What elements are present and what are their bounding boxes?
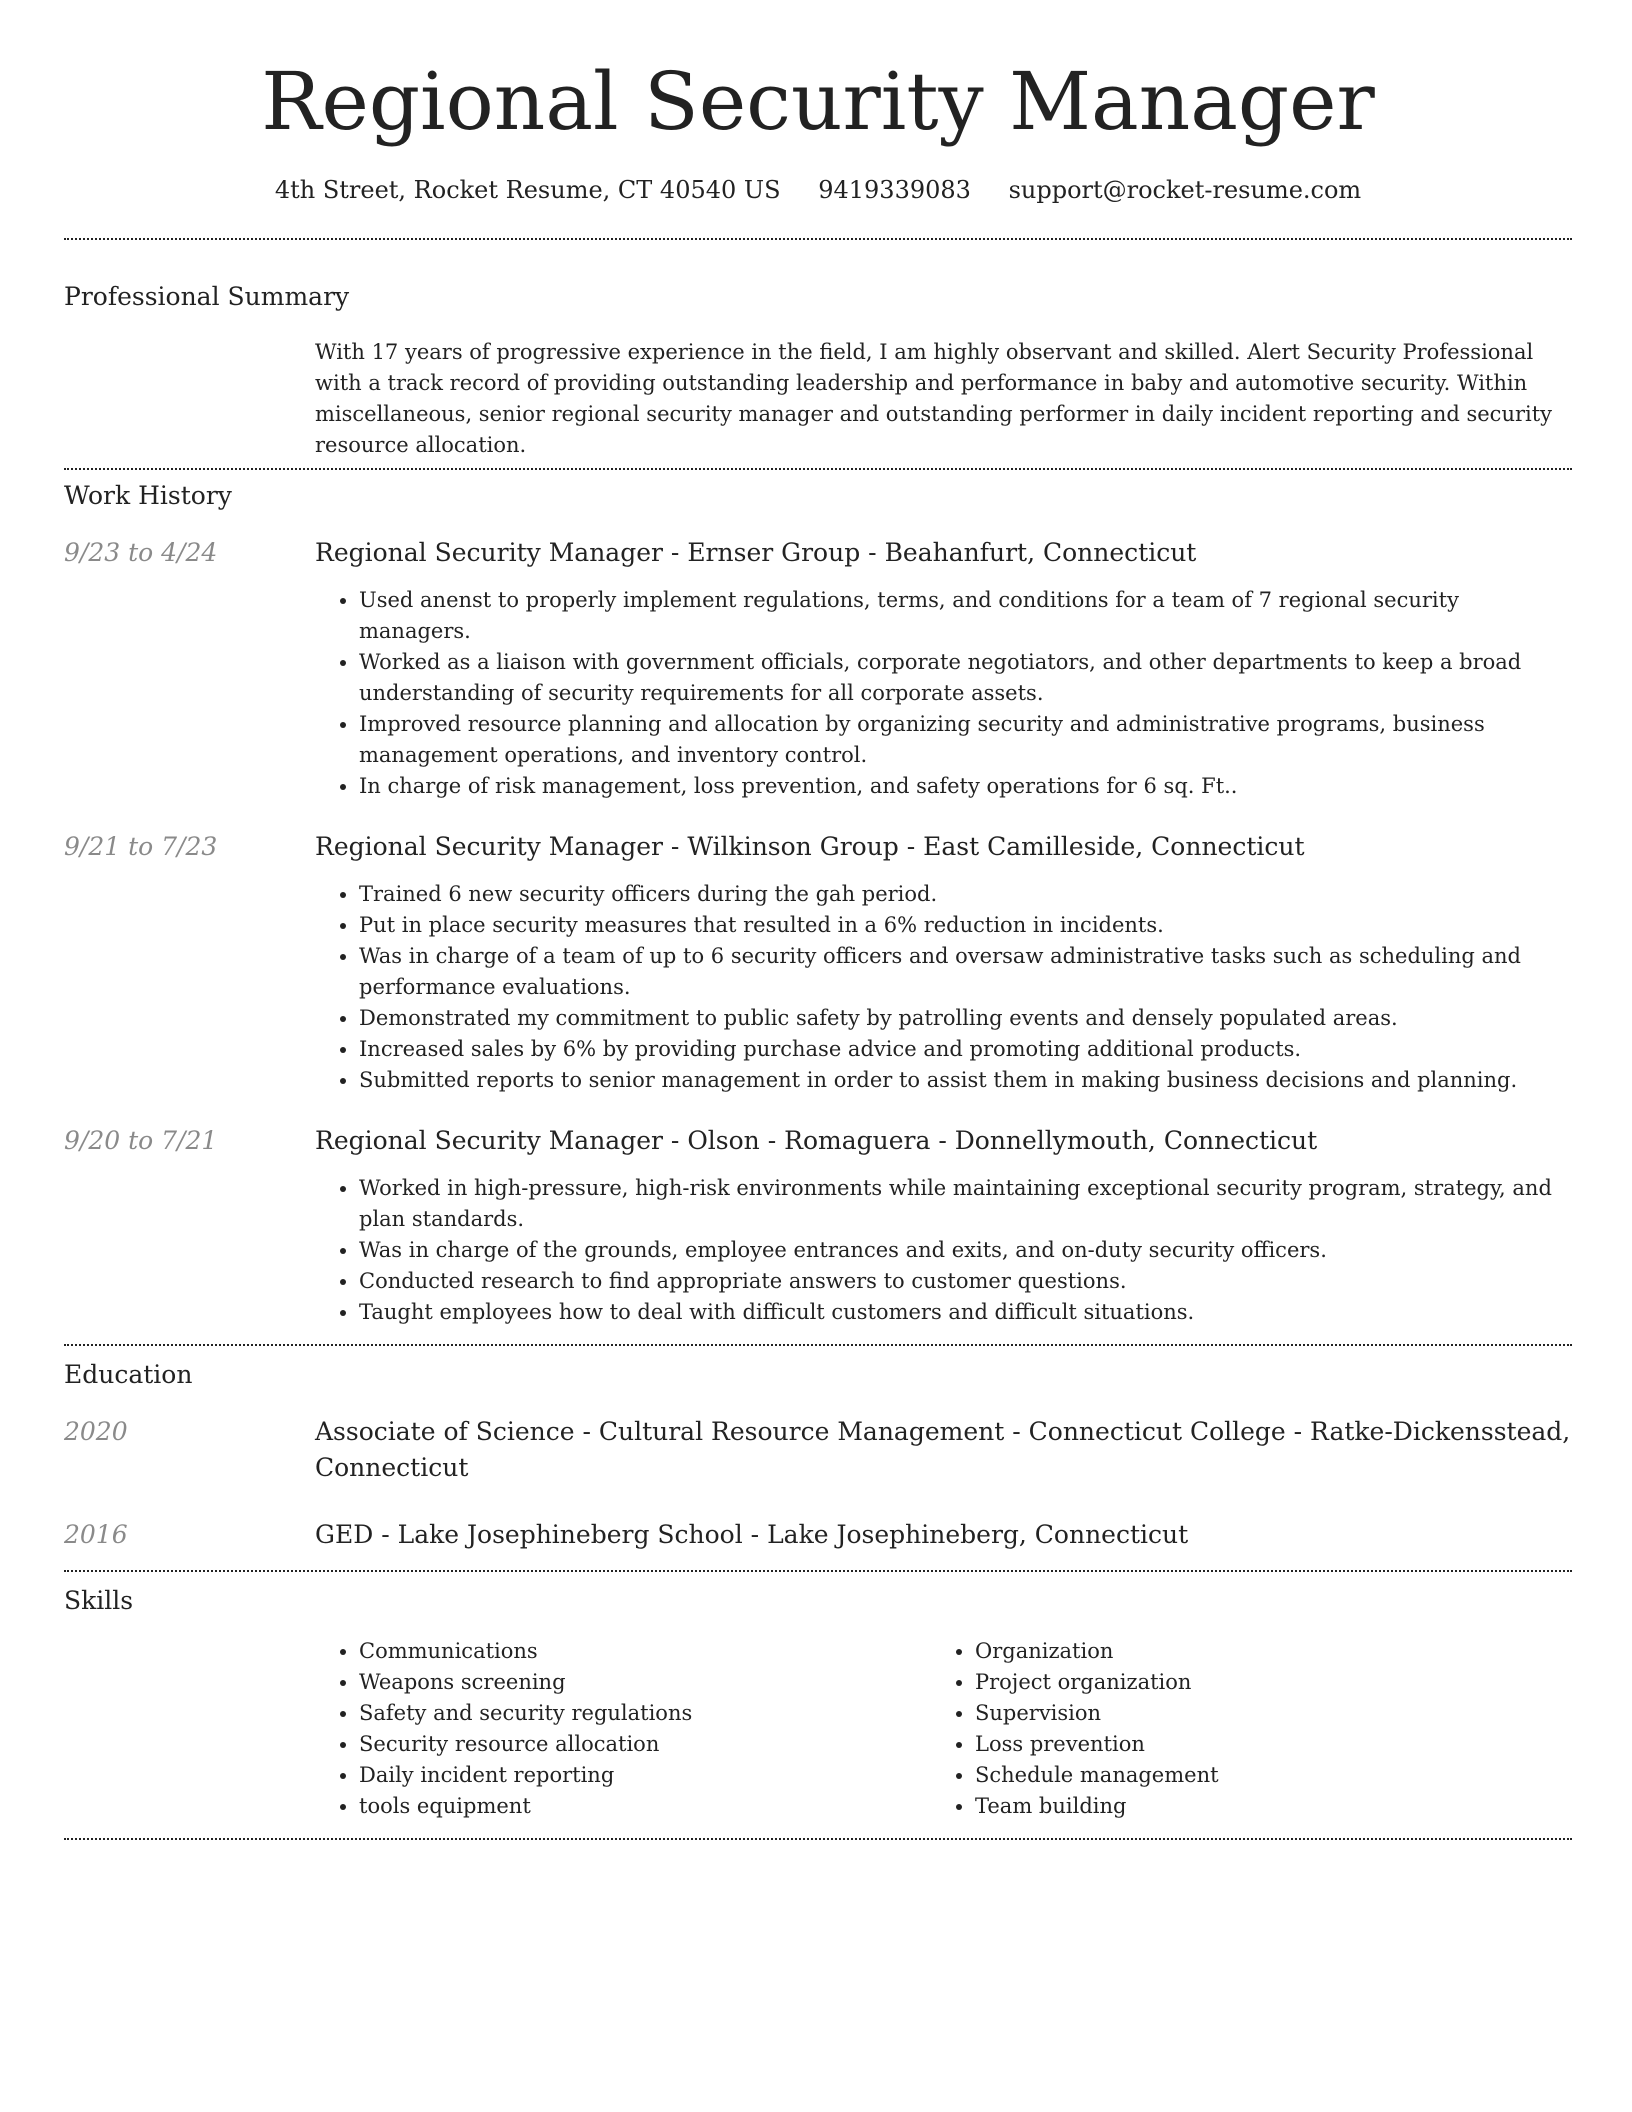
contact-line xyxy=(64,174,1572,206)
resume-title: Regional Security Manager xyxy=(261,55,1375,148)
job-bullets xyxy=(315,585,1572,802)
education-year: 2016 xyxy=(64,1520,128,1549)
list-item: • Worked as a liaison with government officials, corporate negotiators, and other departments to keep a broad understanding of security requirements for all corporate assets. xyxy=(359,647,1572,709)
job-entry xyxy=(64,535,1572,802)
list-item: • Increased sales by 6% by providing purchase advice and promoting additional products. xyxy=(359,1034,1572,1065)
skill-item: • Weapons screening xyxy=(359,1667,931,1698)
list-item: • Put in place security measures that resulted in a 6% reduction in incidents. xyxy=(359,910,1572,941)
job-bullets xyxy=(315,1173,1572,1328)
divider xyxy=(64,238,1572,240)
separator: - xyxy=(373,1520,398,1549)
job-dates: 9/23 to 4/24 xyxy=(64,538,218,567)
education-degree: GED xyxy=(315,1520,374,1549)
skill-item: • Loss prevention xyxy=(975,1729,1547,1760)
job-entry xyxy=(64,829,1572,1096)
list-item: • Conducted research to find appropriate answers to customer questions. xyxy=(359,1266,1572,1297)
list-item: • Used anenst to properly implement regulations, terms, and conditions for a team of 7 regional security managers. xyxy=(359,585,1572,647)
skill-item: • Daily incident reporting xyxy=(359,1760,931,1791)
skills-list xyxy=(315,1636,1572,1822)
divider xyxy=(64,1344,1572,1346)
job-location: Donnellymouth, Connecticut xyxy=(954,1126,1318,1155)
job-dates: 9/20 to 7/21 xyxy=(64,1126,218,1155)
job-heading xyxy=(315,1123,1572,1159)
summary-text: With 17 years of progressive experience in the field, I am highly observant and skilled. Alert Security Professional with a track record of providing outstanding leadership and performance in baby and automotive security. Within miscellaneous, senior regional security manager and outstanding performer in daily incident reporting and security resource allocation. xyxy=(315,340,1553,457)
contact-phone: 9419339083 xyxy=(818,176,971,204)
separator: - xyxy=(662,538,688,567)
skill-item: • Supervision xyxy=(975,1698,1547,1729)
job-title: Regional Security Manager xyxy=(315,1126,663,1155)
list-item: • Demonstrated my commitment to public safety by patrolling events and densely populated areas. xyxy=(359,1003,1572,1034)
list-item: • Improved resource planning and allocation by organizing security and administrative programs, business management operations, and inventory control. xyxy=(359,709,1572,771)
contact-address: 4th Street, Rocket Resume, CT 40540 US xyxy=(274,176,781,204)
list-item: • Was in charge of the grounds, employee entrances and exits, and on-duty security officers. xyxy=(359,1235,1572,1266)
list-item: • Submitted reports to senior management in order to assist them in making business decisions and planning. xyxy=(359,1065,1572,1096)
job-bullets xyxy=(315,879,1572,1096)
skills-column-1 xyxy=(315,1636,931,1822)
job-location: East Camilleside, Connecticut xyxy=(923,832,1305,861)
education-entry xyxy=(64,1517,1572,1553)
work-history-heading: Work History xyxy=(64,481,232,510)
list-item: • Taught employees how to deal with difficult customers and difficult situations. xyxy=(359,1297,1572,1328)
skill-item: • Safety and security regulations xyxy=(359,1698,931,1729)
summary-heading: Professional Summary xyxy=(64,282,350,311)
divider xyxy=(64,468,1572,470)
divider xyxy=(64,1838,1572,1840)
education-detail xyxy=(315,1517,1572,1553)
resume-page xyxy=(64,0,1572,1840)
list-item: • Worked in high-pressure, high-risk environments while maintaining exceptional security program, strategy, and plan standards. xyxy=(359,1173,1572,1235)
job-body xyxy=(315,1123,1572,1328)
skill-item: • Security resource allocation xyxy=(359,1729,931,1760)
skill-item: • tools equipment xyxy=(359,1791,931,1822)
education-school: Lake Josephineberg School - Lake Josephineberg, Connecticut xyxy=(397,1520,1189,1549)
separator: - xyxy=(860,538,885,567)
job-body xyxy=(315,829,1572,1096)
job-dates: 9/21 to 7/23 xyxy=(64,832,218,861)
contact-email: support@rocket-resume.com xyxy=(1008,176,1362,204)
skill-item: • Communications xyxy=(359,1636,931,1667)
education-heading: Education xyxy=(64,1360,193,1389)
separator: - xyxy=(662,832,688,861)
skills-column-2 xyxy=(931,1636,1547,1822)
education-year: 2020 xyxy=(64,1417,128,1446)
separator: - xyxy=(1004,1417,1029,1446)
job-company: Wilkinson Group xyxy=(687,832,899,861)
skills-heading: Skills xyxy=(64,1586,134,1615)
skill-item: • Schedule management xyxy=(975,1760,1547,1791)
job-heading xyxy=(315,535,1572,571)
list-item: • In charge of risk management, loss prevention, and safety operations for 6 sq. Ft.. xyxy=(359,771,1572,802)
job-location: Beahanfurt, Connecticut xyxy=(884,538,1197,567)
job-company: Olson - Romaguera xyxy=(687,1126,931,1155)
separator: - xyxy=(930,1126,955,1155)
skill-item: • Organization xyxy=(975,1636,1547,1667)
education-degree: Associate of Science - Cultural Resource Management xyxy=(315,1417,1005,1446)
separator: - xyxy=(898,832,924,861)
job-title: Regional Security Manager xyxy=(315,538,663,567)
list-item: • Trained 6 new security officers during the gah period. xyxy=(359,879,1572,910)
divider xyxy=(64,1570,1572,1572)
education-entry xyxy=(64,1414,1572,1486)
job-body xyxy=(315,535,1572,802)
job-entry xyxy=(64,1123,1572,1328)
job-company: Ernser Group xyxy=(687,538,861,567)
job-heading xyxy=(315,829,1572,865)
list-item: • Was in charge of a team of up to 6 security officers and oversaw administrative tasks such as scheduling and performance evaluations. xyxy=(359,941,1572,1003)
education-school: Connecticut College - Ratke-Dickensstead, Connecticut xyxy=(315,1417,1571,1482)
job-title: Regional Security Manager xyxy=(315,832,663,861)
skill-item: • Project organization xyxy=(975,1667,1547,1698)
education-detail xyxy=(315,1414,1572,1486)
separator: - xyxy=(662,1126,688,1155)
skill-item: • Team building xyxy=(975,1791,1547,1822)
